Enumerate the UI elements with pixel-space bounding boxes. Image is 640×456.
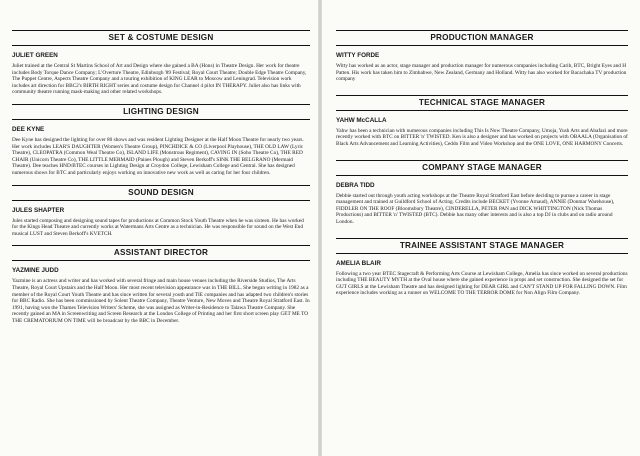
bio-text: Dee Kyne has designed the lighting for over 80 shows and was resident Lighting Designer at the Half Moon Theatre for nearly two years. Her work includes LEAR'S DAUGHTER (Women's Theatre Group), PINCHDICE & CO (Liverpool Playhouse), THE OLD LAW (Lyric Theatre), CLEOPATRA (Common Weal Theatre Co), ISLAND LIFE (Monstrous Regiment), CAVING IN (Soho Theatre Co), THE RED CHAIR (Unicorn Theatre Co), THE LITTLE MERMAID (Paines Plough) and Steven Berkoff's SINK THE BELGRANO (Mermaid Theatre). Dee teaches HND/BTEC courses in Lighting Design at Croydon College, Lewisham College and Central. She has designed numerous shows for BTC and particularly enjoys working on innovative new work as well as caring for her four children.	[12, 136, 304, 176]
section-sound	[12, 185, 310, 238]
section-heading: ASSISTANT DIRECTOR	[12, 245, 310, 261]
person-name: DEBRA TIDD	[336, 181, 375, 189]
person-name: YAZMINE JUDD	[12, 267, 59, 275]
bio-text: Witty has worked as an actor, stage manager and production manager for numerous companies including Carib, BTC, Bright Eyes and H Patten. His work has taken him to Zimbabwe, New Zealand, Germany and Holland. Witty has also worked for Bacachaka TV production company	[336, 63, 627, 83]
section-heading: COMPANY STAGE MANAGER	[336, 160, 628, 176]
person-name: JULIET GREEN	[12, 52, 58, 59]
section-heading: PRODUCTION MANAGER	[336, 30, 628, 46]
section-trainee-asm	[336, 238, 628, 297]
person-name: AMELIA BLAIR	[336, 259, 381, 267]
bio-text: Debbie started out through youth acting workshops at the Theatre Royal Stratford East before deciding to pursue a career in stage management and trained at Guildford School of Acting. Credits include BECKET (Yvonne Arnaud), ANNIE (Donmar Warehouse), FIDDLER ON THE ROOF (Bloomsbury Theatre), CINDERELLA, PETER PAN and DICK WHITTINGTON (Nick Thomas Productions) and BITTER 'n' TWISTED (BTC). Debbie has many other interests and is also a top DJ in clubs and on radio around London.	[336, 192, 615, 225]
person-name: JULES SHAPTER	[12, 206, 65, 214]
section-technical-stage-manager	[336, 95, 628, 148]
section-heading: TRAINEE ASSISTANT STAGE MANAGER	[336, 238, 628, 254]
section-heading: LIGHTING DESIGN	[12, 104, 310, 120]
section-heading: SOUND DESIGN	[12, 185, 310, 201]
right-page	[320, 0, 640, 456]
bio-text: Jules started composing and designing sound tapes for productions at Common Stock Youth Theatre when he was sixteen. He has worked for the Kings Head Theatre and currently works at Watermans Arts Centre as a technician. He was responsible for sound on the West End musical LUST and Steven Berkoff's KVETCH.	[12, 217, 304, 237]
section-assistant-director	[12, 245, 310, 324]
section-set-costume	[12, 30, 310, 96]
bio-text: Yazmine is an actress and writer and has worked with several fringe and main house venues including the Riverside Studios, The Arts Theatre, Royal Court Upstairs and the Half Moon. Her most recent television appearance was in THE BILL. She began writing in 1982 as a member of the Royal Court Youth Theatre and has since written for several youth and TIE companies and has adapted two children's stories for BBC Radio. She has been commissioned by Solent Theatre Company, Theatre Venture, New Moves and Theatre Royal Stratford East. In 1991, having won the Thames Television Writers' Scheme, she was assigned as Writer-in-Residence to Talawa Theatre Company. She recently gained an MA in Screenwriting and Screen Research at the London College of Printing and her first short screen play GET ME TO THE CREMATORIUM ON TIME will be broadcast by the BBC in December.	[12, 278, 310, 324]
bio-text: Yahw has been a technician with numerous companies including This Is Now Theatre Company, Umoja, Yush Arts and Abafazi and more recently worked with BTC on BITTER 'n' TWISTED. Ken is also a designer and has worked on projects with OBAALA (Organisation of Black Arts Advancement and Learning Activities), Ceddo Film and Video Workshop and the ONE LOVE, ONE HARMONY Concerts.	[336, 127, 628, 147]
section-heading: SET & COSTUME DESIGN	[12, 30, 310, 46]
person-name: DEE KYNE	[12, 125, 45, 133]
section-company-stage-manager	[336, 160, 628, 226]
person-name: YAHW McCALLA	[336, 116, 387, 124]
bio-text: Juliet trained at the Central St Martins School of Art and Design where she gained a BA (Hons) in Theatre Design. Her work for theatre includes Body Torque Dance Company; L'Overture Theatre, Edinburgh '89 Festival; Royal Court Theatre; Double Edge Theatre Company, The Puppet Centre, Aspects Theatre Company and a touring exhibition of KING LEAR to Moscow and Leningrad. Television work includes art direction for BBC2's BIRTH RIGHT series and costume design for Channel 4 pilot IN THERAPY. Juliet also has links with community theatre running mask-making and other related workshops.	[12, 63, 307, 96]
section-lighting	[12, 104, 310, 177]
section-production-manager	[336, 30, 628, 83]
section-heading: TECHNICAL STAGE MANAGER	[336, 95, 628, 111]
person-name: WITTY FORDE	[336, 52, 380, 59]
bio-text: Following a two year BTEC Stagecraft & Performing Arts Course at Lewisham College, Amelia has since worked on several productions including THE BEAUTY MYTH at the Oval house where she gained experience in props and set construction. She designed the set for GUT GIRLS at the Lewisham Theatre and has designed lighting for DEAR GIRL and CAN'T STAND UP FOR FALLING DOWN. Film experience includes working as a runner on WELCOME TO THE TERROR DOME for Non Align Film Company.	[336, 270, 628, 297]
